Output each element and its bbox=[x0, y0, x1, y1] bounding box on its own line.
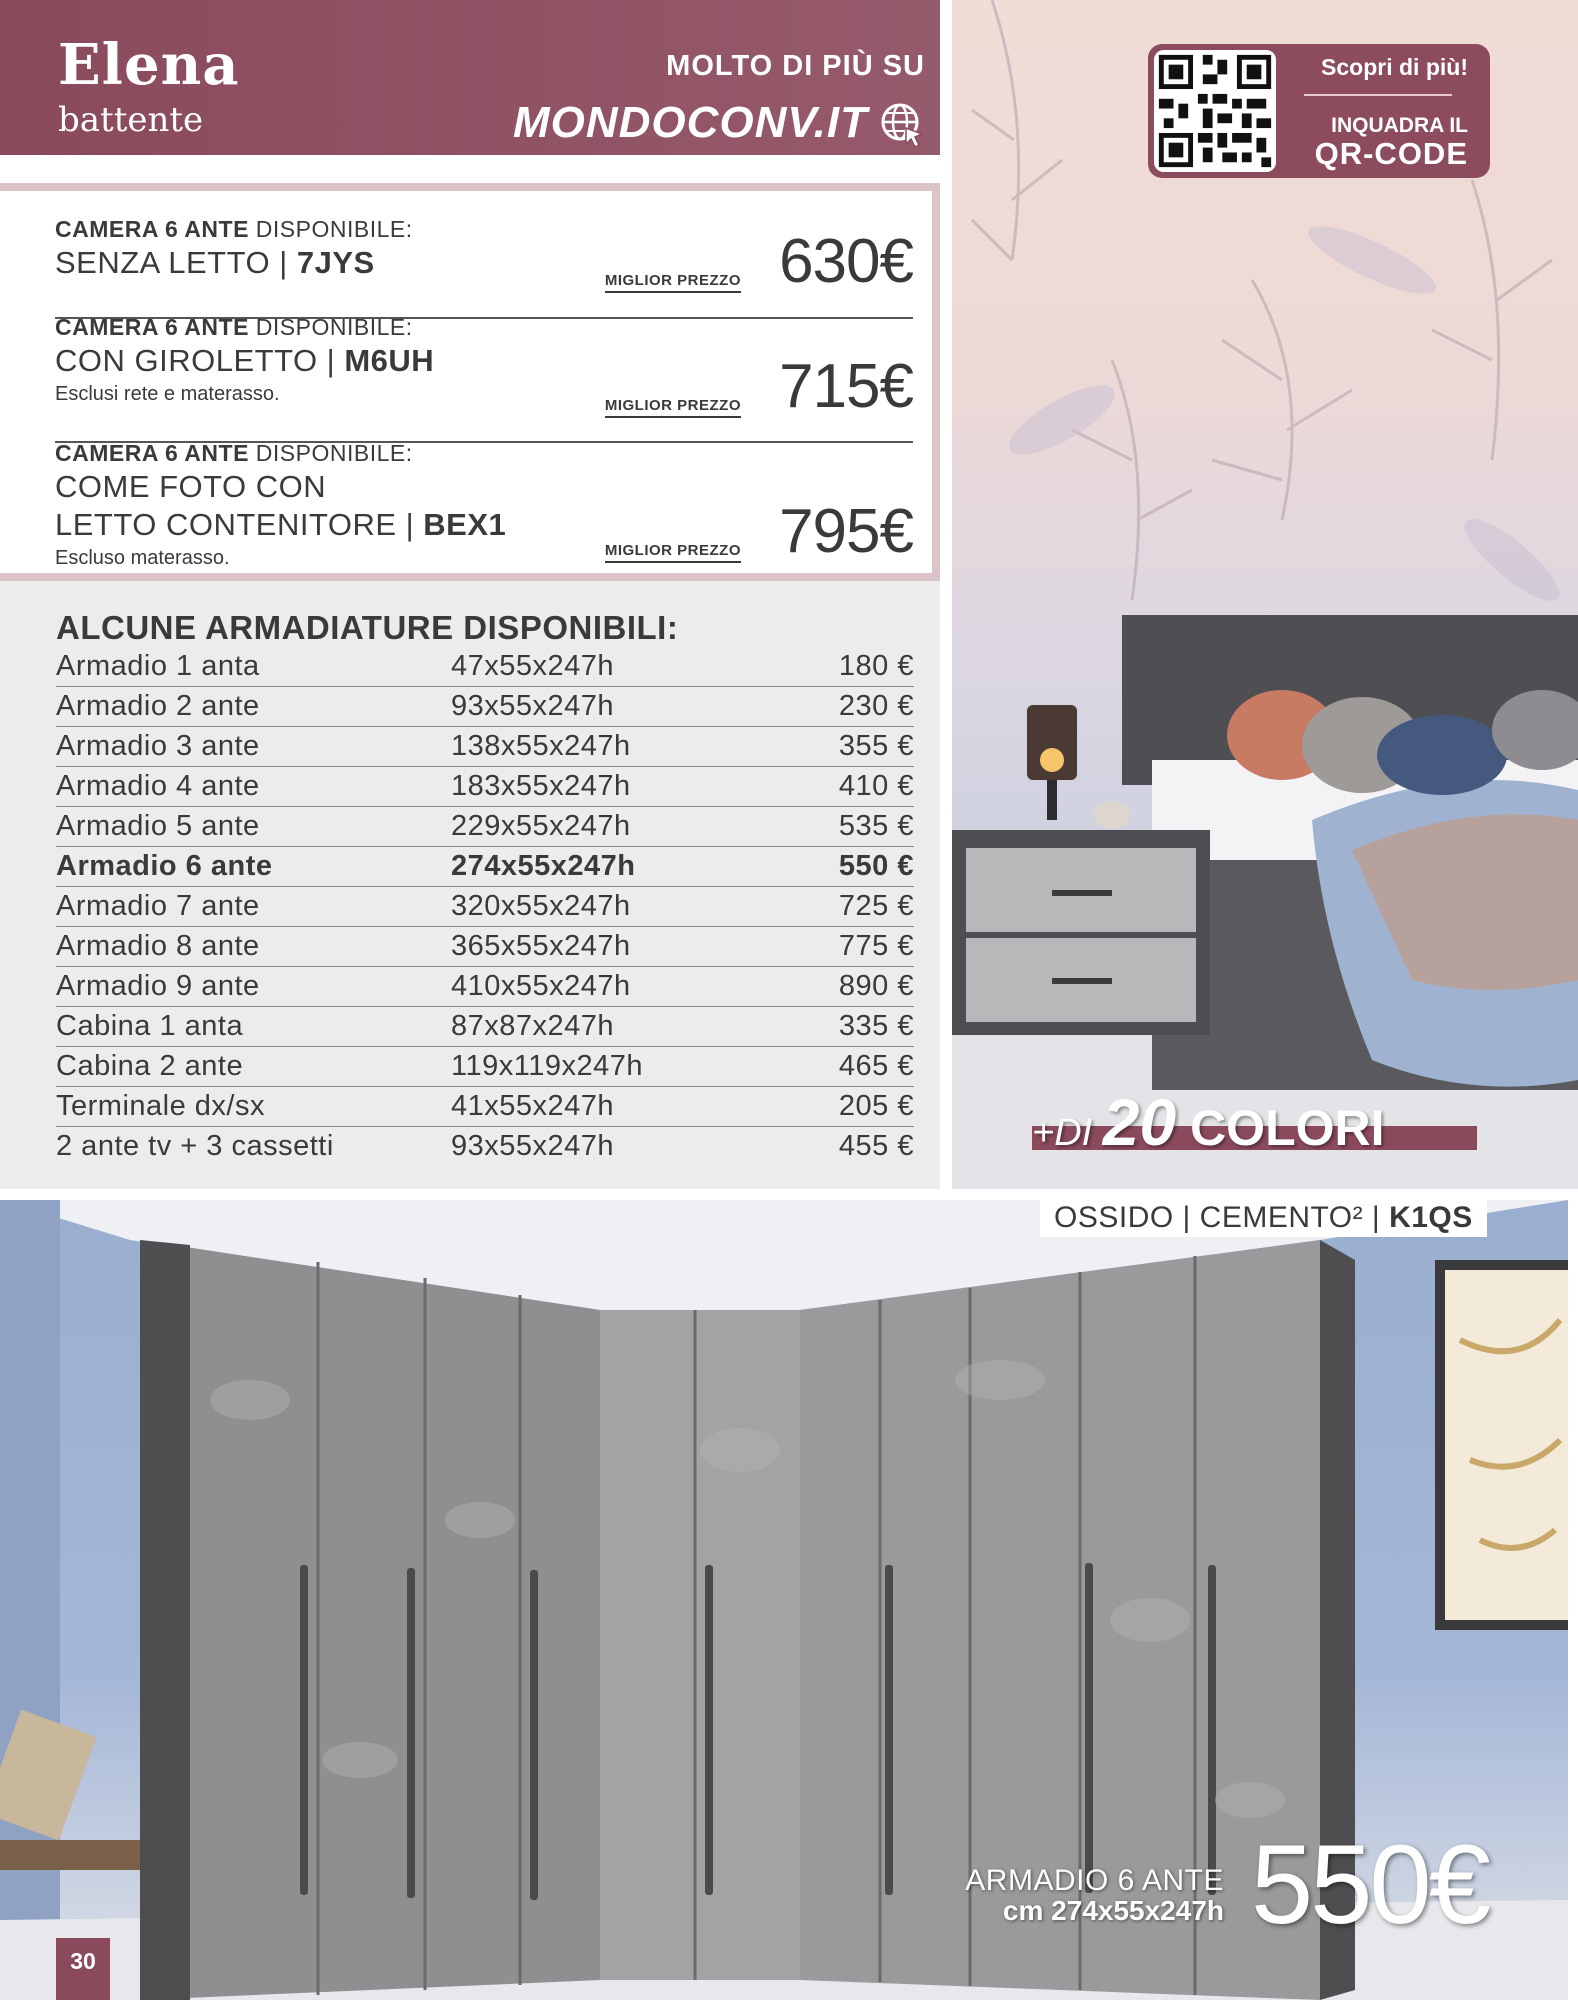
best-price-badge: MIGLIOR PREZZO bbox=[605, 272, 741, 293]
wardrobe-name: 2 ante tv + 3 cassetti bbox=[56, 1130, 334, 1162]
best-price-badge: MIGLIOR PREZZO bbox=[605, 542, 741, 563]
wardrobe-price: 335 € bbox=[838, 1010, 914, 1042]
page-number: 30 bbox=[56, 1938, 110, 2000]
offer-code: BEX1 bbox=[423, 507, 507, 542]
wardrobe-name: Armadio 5 ante bbox=[56, 810, 260, 842]
wardrobe-name: Cabina 1 anta bbox=[56, 1010, 244, 1042]
table-row bbox=[56, 887, 914, 927]
wardrobe-price: 455 € bbox=[838, 1130, 914, 1162]
wardrobe-dimensions: 183x55x247h bbox=[451, 770, 631, 802]
wardrobe-name: Armadio 9 ante bbox=[56, 970, 260, 1002]
table-row bbox=[56, 1087, 914, 1127]
wardrobe-price: 355 € bbox=[838, 730, 914, 762]
wardrobe-price: 205 € bbox=[838, 1090, 914, 1122]
wardrobe-dimensions: 365x55x247h bbox=[451, 930, 631, 962]
promo-line: MOLTO DI PIÙ SU bbox=[666, 50, 925, 82]
product-price: 550€ bbox=[1250, 1822, 1488, 1947]
wardrobe-dimensions: 274x55x247h bbox=[451, 850, 636, 882]
table-row bbox=[56, 687, 914, 727]
wardrobe-dimensions: 119x119x247h bbox=[451, 1050, 643, 1082]
wardrobe-name: Armadio 2 ante bbox=[56, 690, 260, 722]
list-title: ALCUNE ARMADIATURE DISPONIBILI: bbox=[56, 609, 679, 646]
wardrobe-name: Armadio 4 ante bbox=[56, 770, 260, 802]
table-row bbox=[56, 767, 914, 807]
wardrobe-price: 230 € bbox=[838, 690, 914, 722]
wardrobe-dimensions: 138x55x247h bbox=[451, 730, 631, 762]
wardrobe-name: Armadio 8 ante bbox=[56, 930, 260, 962]
wardrobe-dimensions: 229x55x247h bbox=[451, 810, 631, 842]
wardrobe-dimensions: 320x55x247h bbox=[451, 890, 631, 922]
header-band bbox=[0, 0, 940, 155]
qr-instruction: INQUADRA IL bbox=[1331, 114, 1468, 137]
wardrobe-price-list bbox=[0, 581, 940, 1189]
table-row bbox=[56, 1047, 914, 1087]
wardrobe-name: Armadio 1 anta bbox=[56, 650, 260, 682]
table-row bbox=[56, 967, 914, 1007]
wardrobe-price: 890 € bbox=[838, 970, 914, 1002]
table-row bbox=[56, 727, 914, 767]
offer-price: 630€ bbox=[779, 227, 913, 296]
wardrobe-price: 465 € bbox=[838, 1050, 914, 1082]
collection-title: Elena bbox=[58, 32, 240, 98]
finish-code: K1QS bbox=[1389, 1201, 1473, 1234]
product-caption bbox=[965, 1864, 1224, 1927]
wardrobe-dimensions: 93x55x247h bbox=[451, 1130, 615, 1162]
offers-box bbox=[0, 183, 940, 581]
offer-name: SENZA LETTO | 7JYS bbox=[55, 245, 375, 280]
table-row bbox=[56, 1007, 914, 1047]
offer-con-giroletto bbox=[55, 314, 913, 421]
finish-label: OSSIDO | CEMENTO² | K1QS bbox=[1040, 1197, 1487, 1237]
wardrobe-name: Terminale dx/sx bbox=[56, 1090, 265, 1122]
table-row bbox=[56, 647, 914, 687]
wardrobe-name: Armadio 3 ante bbox=[56, 730, 260, 762]
offer-name-line2: LETTO CONTENITORE | BEX1 bbox=[55, 507, 507, 542]
wardrobe-name: Armadio 7 ante bbox=[56, 890, 260, 922]
offer-kicker: CAMERA 6 ANTE DISPONIBILE: bbox=[55, 314, 413, 340]
offer-kicker: CAMERA 6 ANTE DISPONIBILE: bbox=[55, 440, 413, 466]
wardrobe-price: 180 € bbox=[838, 650, 914, 682]
wardrobe-price: 535 € bbox=[838, 810, 914, 842]
colors-banner bbox=[1032, 1085, 1477, 1159]
offer-kicker: CAMERA 6 ANTE DISPONIBILE: bbox=[55, 216, 413, 242]
wardrobe-price: 550 € bbox=[838, 850, 914, 882]
qr-code-icon[interactable] bbox=[1154, 50, 1276, 172]
qr-code-panel bbox=[1148, 44, 1490, 178]
wardrobe-dimensions: 41x55x247h bbox=[451, 1090, 615, 1122]
qr-cta: Scopri di più! bbox=[1321, 54, 1468, 80]
wardrobe-price: 410 € bbox=[838, 770, 914, 802]
offer-code: M6UH bbox=[344, 343, 435, 378]
best-price-badge: MIGLIOR PREZZO bbox=[605, 397, 741, 418]
table-row bbox=[56, 927, 914, 967]
wardrobe-name: Armadio 6 ante bbox=[56, 850, 273, 882]
wardrobe-price: 775 € bbox=[838, 930, 914, 962]
website-link[interactable]: MONDOCONV.IT bbox=[512, 98, 868, 147]
wardrobe-dimensions: 47x55x247h bbox=[451, 650, 615, 682]
offer-note: Escluso materasso. bbox=[55, 547, 230, 569]
price-table bbox=[56, 647, 914, 1167]
offer-price: 715€ bbox=[779, 352, 913, 421]
offer-note: Esclusi rete e materasso. bbox=[55, 383, 280, 405]
offer-code: 7JYS bbox=[296, 245, 375, 280]
offer-senza-letto bbox=[55, 216, 913, 296]
table-row bbox=[56, 847, 914, 887]
colors-text: +DI 20 COLORI bbox=[1032, 1085, 1385, 1159]
collection-subtitle: battente bbox=[58, 100, 204, 140]
table-row bbox=[56, 1127, 914, 1167]
product-size: cm 274x55x247h bbox=[1002, 1895, 1224, 1926]
wardrobe-name: Cabina 2 ante bbox=[56, 1050, 244, 1082]
offer-come-foto bbox=[55, 440, 913, 570]
divider bbox=[1304, 94, 1452, 96]
offer-name: CON GIROLETTO | M6UH bbox=[55, 343, 435, 378]
wardrobe-dimensions: 93x55x247h bbox=[451, 690, 615, 722]
bedroom-illustration bbox=[952, 0, 1578, 1189]
wardrobe-dimensions: 410x55x247h bbox=[451, 970, 631, 1002]
wardrobe-price: 725 € bbox=[838, 890, 914, 922]
qr-instruction-2: QR-CODE bbox=[1314, 136, 1468, 171]
product-name: ARMADIO 6 ANTE bbox=[965, 1864, 1224, 1897]
offer-price: 795€ bbox=[779, 497, 913, 566]
bedroom-photo bbox=[952, 0, 1578, 1189]
table-row bbox=[56, 807, 914, 847]
offer-name: COME FOTO CON bbox=[55, 469, 327, 504]
wardrobe-dimensions: 87x87x247h bbox=[451, 1010, 615, 1042]
globe-cursor-icon bbox=[878, 100, 926, 148]
